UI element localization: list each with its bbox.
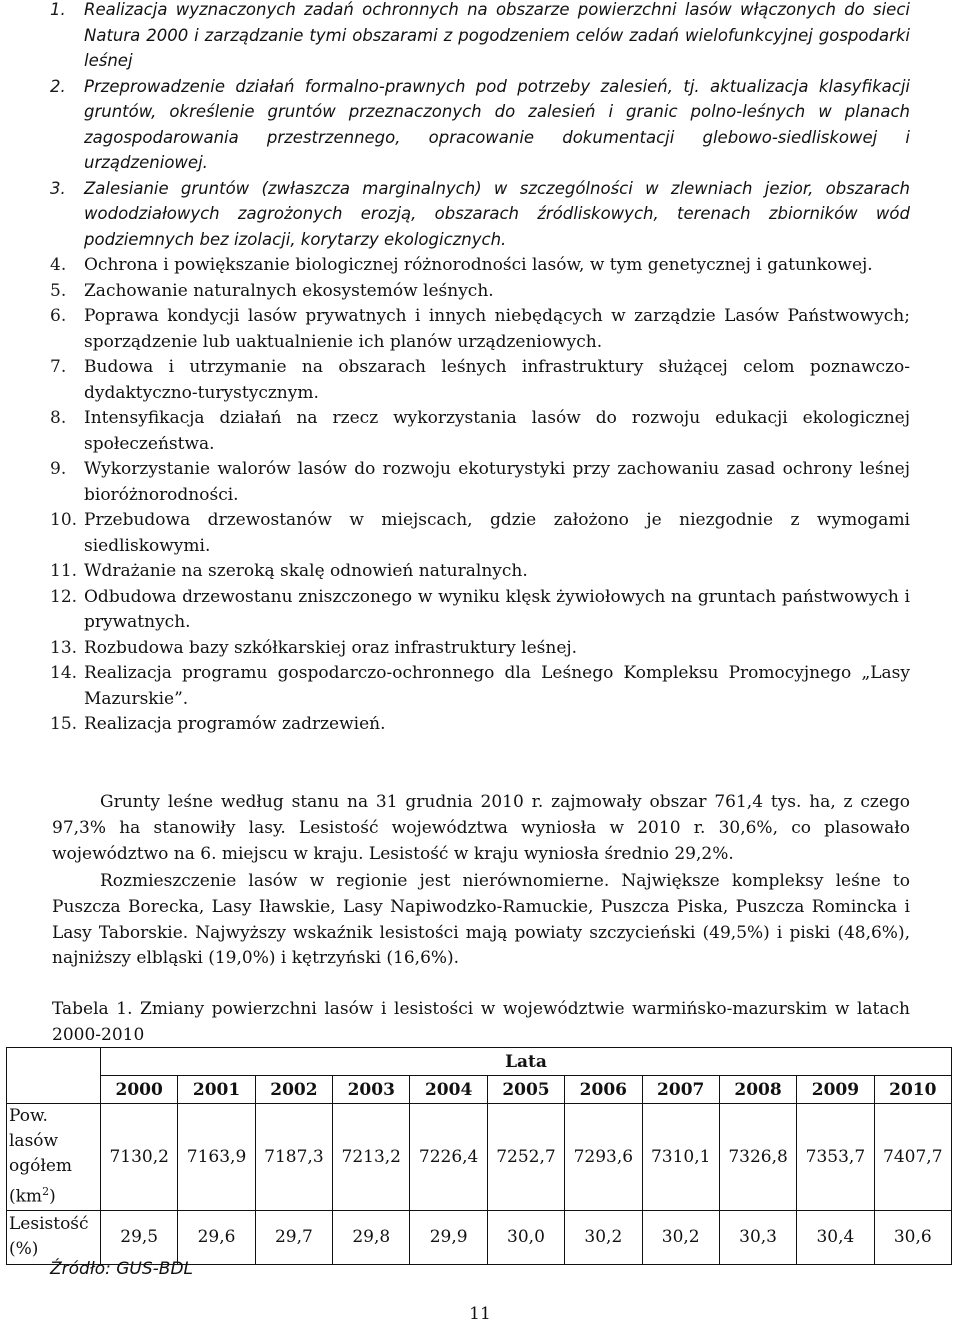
table-cell: 7407,7 xyxy=(874,1104,951,1211)
row-label-line: ogółem xyxy=(9,1156,73,1176)
year-header: 2005 xyxy=(487,1076,564,1104)
table-cell: 7163,9 xyxy=(178,1104,255,1211)
paragraph-text: Grunty leśne według stanu na 31 grudnia 2010 r. zajmowały obszar 761,4 tys. ha, z czego 97,3% ha stanowiły lasy. Lesistość województwa wyniosła w 2010 r. 30,6%, co plasowało województwo na 6. miejscu w kraju. Lesistość w kraju wyniosła średnio 29,2%. xyxy=(52,792,910,864)
paragraph-forest-area xyxy=(52,790,910,867)
goal-text: Budowa i utrzymanie na obszarach leśnych infrastruktury służącej celom poznawczo-dydaktyczno-turystycznym. xyxy=(84,357,910,403)
table-cell: 30,4 xyxy=(797,1210,874,1264)
table-cell: 29,7 xyxy=(255,1210,332,1264)
goal-list-item xyxy=(50,585,910,636)
table-header-row-group xyxy=(7,1048,952,1076)
row-label-forestation xyxy=(7,1210,101,1264)
table-cell: 7353,7 xyxy=(797,1104,874,1211)
year-header: 2001 xyxy=(178,1076,255,1104)
goal-list-item xyxy=(50,457,910,508)
row-label-line: ) xyxy=(49,1186,56,1207)
goal-list-item xyxy=(50,712,910,738)
goal-text: Realizacja programu gospodarczo-ochronnego dla Leśnego Kompleksu Promocyjnego „Lasy Mazurskie”. xyxy=(84,663,910,709)
goal-text: Wykorzystanie walorów lasów do rozwoju ekoturystyki przy zachowaniu zasad ochrony leśnej bioróżnorodności. xyxy=(84,459,910,505)
year-header: 2004 xyxy=(410,1076,487,1104)
goal-text: Realizacja programów zadrzewień. xyxy=(84,714,386,734)
row-label-line: Pow. xyxy=(9,1106,48,1126)
goal-list-item xyxy=(50,559,910,585)
row-label-line: lasów xyxy=(9,1131,59,1151)
year-header: 2008 xyxy=(719,1076,796,1104)
goal-text: Zachowanie naturalnych ekosystemów leśnych. xyxy=(84,280,494,301)
page-number: 11 xyxy=(469,1304,491,1324)
year-header: 2002 xyxy=(255,1076,332,1104)
goal-text: Poprawa kondycji lasów prywatnych i innych niebędących w zarządzie Lasów Państwowych; sporządzenie lub uaktualnienie ich planów urządzeniowych. xyxy=(84,306,910,352)
row-label-line: Lesistość xyxy=(9,1214,89,1235)
superscript: 2 xyxy=(42,1185,50,1198)
goal-number: 15. xyxy=(50,714,78,734)
table-cell: 7213,2 xyxy=(333,1104,410,1211)
goal-number: 9. xyxy=(50,459,67,479)
year-header: 2010 xyxy=(874,1076,951,1104)
row-label-line: (km xyxy=(9,1186,43,1207)
table-cell: 29,5 xyxy=(101,1210,178,1264)
goal-list-item xyxy=(50,355,910,406)
goal-list-item xyxy=(50,508,910,559)
goal-number: 2. xyxy=(50,76,66,96)
years-group-header: Lata xyxy=(101,1048,952,1076)
goal-number: 10. xyxy=(50,510,78,530)
table-cell: 7187,3 xyxy=(255,1104,332,1211)
goal-text: Rozbudowa bazy szkółkarskiej oraz infrastruktury leśnej. xyxy=(84,637,578,658)
table-cell: 7226,4 xyxy=(410,1104,487,1211)
goal-list-item xyxy=(50,279,910,305)
goal-text: Intensyfikacja działań na rzecz wykorzystania lasów do rozwoju edukacji ekologicznej społeczeństwa. xyxy=(84,408,910,454)
goal-number: 6. xyxy=(50,306,67,326)
table-cell: 30,0 xyxy=(487,1210,564,1264)
forest-table xyxy=(6,1047,952,1265)
goal-list-item xyxy=(50,406,910,457)
goal-list-item xyxy=(50,176,910,253)
years-header-row xyxy=(7,1076,952,1104)
paragraph-forest-distribution xyxy=(52,869,910,972)
goal-number: 5. xyxy=(50,280,67,301)
goal-number: 4. xyxy=(50,255,67,275)
table-cell: 30,2 xyxy=(642,1210,719,1264)
year-header: 2006 xyxy=(565,1076,642,1104)
goal-number: 11. xyxy=(50,561,78,581)
year-header: 2000 xyxy=(101,1076,178,1104)
paragraph-text: Rozmieszczenie lasów w regionie jest nierównomierne. Największe kompleksy leśne to Puszcza Borecka, Lasy Iławskie, Lasy Napiwodzko-Ramuckie, Puszcza Piska, Puszcza Romincka i Lasy Taborskie. Najwyższy wskaźnik lesistości mają powiaty szczycieński (49,5%) i piski (48,6%), najniższy elbląski (19,0%) i kętrzyński (16,6%). xyxy=(52,871,910,969)
goal-text: Przeprowadzenie działań formalno-prawnych pod potrzeby zalesień, tj. aktualizacja klasyfikacji gruntów, określenie gruntów przeznaczonych do zalesień i granic polno-leśnych w planach zagospodarowania przestrzennego, opracowanie dokumentacji glebowo-siedliskowej i urządzeniowej. xyxy=(84,76,910,172)
table-corner-cell xyxy=(7,1048,101,1104)
year-header: 2007 xyxy=(642,1076,719,1104)
goal-list-item xyxy=(50,661,910,712)
goal-text: Przebudowa drzewostanów w miejscach, gdzie założono je niezgodnie z wymogami siedliskowymi. xyxy=(84,510,910,556)
table-cell: 29,6 xyxy=(178,1210,255,1264)
table-cell: 29,8 xyxy=(333,1210,410,1264)
table-cell: 30,6 xyxy=(874,1210,951,1264)
table-cell: 30,2 xyxy=(565,1210,642,1264)
table-cell: 7252,7 xyxy=(487,1104,564,1211)
goals-list xyxy=(50,0,910,738)
table-row xyxy=(7,1210,952,1264)
goal-text: Odbudowa drzewostanu zniszczonego w wyniku klęsk żywiołowych na gruntach państwowych i prywatnych. xyxy=(84,586,910,632)
goal-text: Ochrona i powiększanie biologicznej różnorodności lasów, w tym genetycznej i gatunkowej. xyxy=(84,255,873,275)
table-cell: 29,9 xyxy=(410,1210,487,1264)
goal-list-item xyxy=(50,253,910,279)
table-row xyxy=(7,1104,952,1211)
goal-number: 3. xyxy=(50,178,66,198)
row-label-line: (%) xyxy=(9,1239,39,1260)
goal-list-item xyxy=(50,636,910,662)
goal-number: 1. xyxy=(50,0,66,19)
goal-text: Wdrażanie na szeroką skalę odnowień naturalnych. xyxy=(84,561,528,581)
goal-number: 13. xyxy=(50,637,78,658)
table-cell: 7293,6 xyxy=(565,1104,642,1211)
table-cell: 30,3 xyxy=(719,1210,796,1264)
goal-text: Realizacja wyznaczonych zadań ochronnych na obszarze powierzchni lasów włączonych do sieci Natura 2000 i zarządzanie tymi obszarami z pogodzeniem celów zadań wielofunkcyjnej gospodarki leśnej xyxy=(84,0,910,70)
goal-text: Zalesianie gruntów (zwłaszcza marginalnych) w szczególności w zlewniach jezior, obszarach wododziałowych zagrożonych erozją, obszarach źródliskowych, terenach zbiorników wód podziemnych bez izolacji, korytarzy ekologicznych. xyxy=(84,178,910,249)
row-label-area xyxy=(7,1104,101,1211)
table-caption: Tabela 1. Zmiany powierzchni lasów i lesistości w województwie warmińsko-mazurskim w latach 2000-2010 xyxy=(52,999,910,1045)
table-cell: 7130,2 xyxy=(101,1104,178,1211)
table-cell: 7326,8 xyxy=(719,1104,796,1211)
year-header: 2003 xyxy=(333,1076,410,1104)
goal-number: 14. xyxy=(50,663,78,683)
goal-list-item xyxy=(50,0,910,74)
goal-number: 7. xyxy=(50,357,67,377)
goal-number: 8. xyxy=(50,408,67,428)
table-cell: 7310,1 xyxy=(642,1104,719,1211)
table-source: Źródło: GUS-BDL xyxy=(50,1259,194,1279)
year-header: 2009 xyxy=(797,1076,874,1104)
goal-list-item xyxy=(50,304,910,355)
goal-number: 12. xyxy=(50,586,78,607)
goal-list-item xyxy=(50,74,910,176)
